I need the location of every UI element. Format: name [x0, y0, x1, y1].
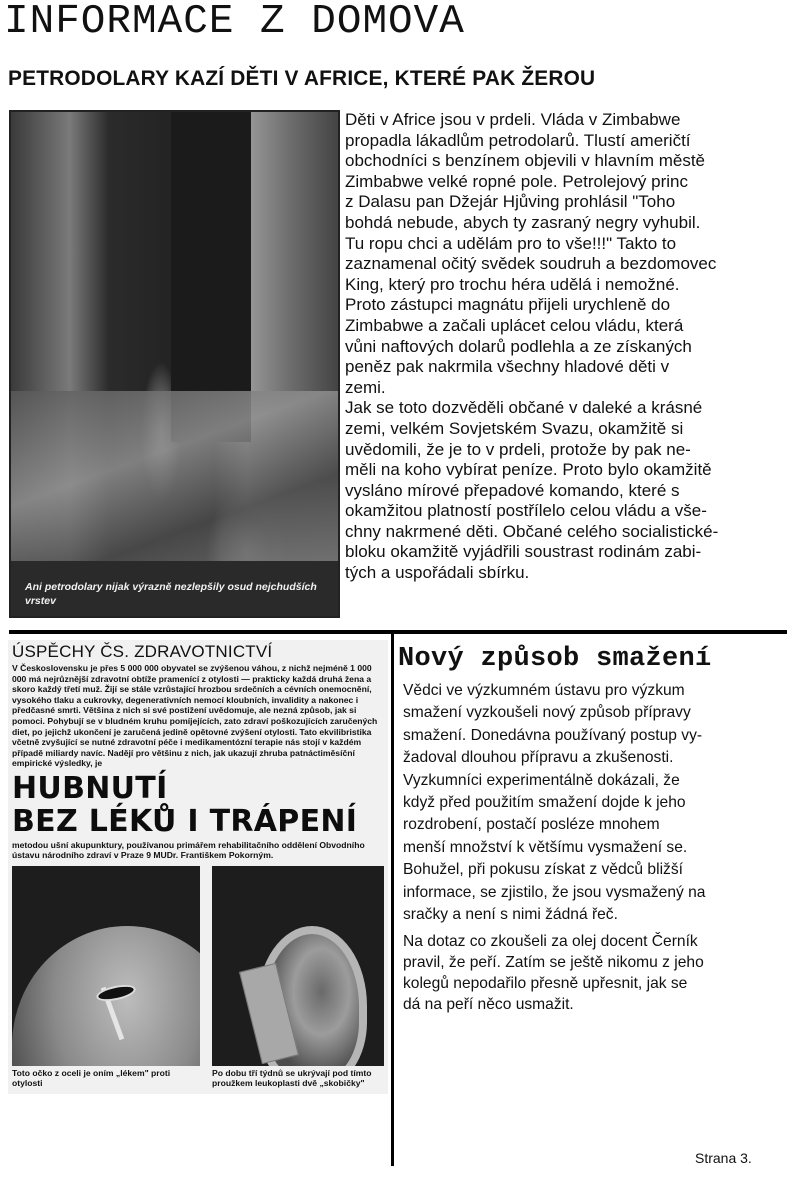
clipping-caption-left: Toto očko z oceli je oním „lékem" proti otylosti [12, 1067, 171, 1088]
horizontal-divider [9, 630, 787, 634]
newspaper-clipping [8, 640, 388, 1094]
clipping-big-line1: HUBNUTÍ [12, 770, 168, 806]
clipping-figure-left [12, 866, 200, 1088]
page-number: Strana 3. [695, 1150, 752, 1166]
photo-ground [11, 391, 338, 561]
article1-photo-caption: Ani petrodolary nijak výrazně nezlepšily osud nejchudších vrstev [25, 581, 317, 607]
clipping-photo-finger [12, 866, 200, 1066]
clipping-subtitle: metodou ušní akupunktury, používanou primářem rehabilitačního oddělení Obvodního ústavu národního zdraví v Praze 9 MUDr. Františkem Pokorným. [12, 839, 365, 861]
article2-paragraph: Vědci ve výzkumném ústavu pro výzkum smažení vyzkoušeli nový způsob přípravy smažení. Donedávna používaný postup vy- žadoval dlouhou přípravu a zkušenosti. Vyzkumníci experimentálně dokázali, že když před použitím smažení dojde k jeho rozdrobení, postačí posléze mnohem menší množství k většímu vysmažení se. Bohužel, při pokusu získat z vědců bližší informace, se zjistilo, že jsou vysmažený na sračky a není s nimi žádná řeč. [403, 682, 706, 924]
article2-paragraph: Na dotaz co zkoušeli za olej docent Černík pravil, že peří. Zatím se ještě nikomu z jeho kolegů nepodařilo přesně upřesnit, jak se dá na peří něco usmažit. [403, 933, 704, 1013]
clipping-photos [12, 866, 384, 1088]
clipping-title: ÚSPĚCHY ČS. ZDRAVOTNICTVÍ [12, 642, 273, 661]
clipping-big-headline [12, 772, 384, 838]
clipping-caption-right: Po dobu tří týdnů se ukrývají pod tímto proužkem leukoplasti dvě „skobičky" [212, 1067, 372, 1088]
masthead-title: INFORMACE Z DOMOVA [4, 0, 465, 45]
article2-body [403, 680, 785, 1022]
clipping-intro: V Československu je přes 5 000 000 obyvatel se zvýšenou váhou, z nichž nejméně 1 000 000 má nejrůznější zdravotní obtíže pramenící z otylosti — prakticky každá druhá žena a skoro každý třetí muž. Žijí se stále vzrůstající hrozbou srdečních a cévních onemocnění, vysokého tlaku a cukrovky, degenerativních nemocí kloubních, invalidity a nakonec i předčasné smrti. Většina z nich si své postižení uvědomuje, ale nezná způsob, jak si pomoci. Pohybují se v bludném kruhu pomíjejících, zato zdraví poškozujících zaručených diet, po jejichž ukončení je zaručená jedině opětovné zvýšení otylosti. Tato ekvilibristika včetně zvyšující se nutné zdravotní péče i medikamentózní terapie nás stojí v každém případě miliardy navíc. Nadějí pro většinu z nich, jak ukazují zhruba patnáctiměsíční empirické výsledky, je [12, 663, 378, 769]
clipping-big-line2: BEZ LÉKŮ I TRÁPENÍ [12, 803, 358, 839]
vertical-divider [391, 634, 394, 1166]
clipping-photo-ear [212, 866, 384, 1066]
clipping-figure-right [212, 866, 384, 1088]
article1-body: Děti v Africe jsou v prdeli. Vláda v Zimbabwe propadla lákadlům petrodolarů. Tlustí američtí obchodníci s benzínem objevili v hlavním městě Zimbabwe velké ropné pole. Petrolejový princ z Dalasu pan Džejár Hjůving prohlásil "Toho bohdá nebude, abych ty zasraný negry vyhubil. Tu ropu chci a udělám pro to vše!!!" Takto to zaznamenal očitý svědek soudruh a bezdomovec King, který pro trochu héra udělá i nemožné. Proto zástupci magnátu přijeli urychleně do Zimbabwe a začali uplácet celou vládu, která vůni naftových dolarů podlehla a ze získaných peněz pak nakrmila všechny hladové děti v zemi. Jak se toto dozvěděli občané v daleké a krásné zemi, velkém Sovjetském Svazu, okamžitě si uvědomili, že je to v prdeli, protože by pak ne- měli na koho vybírat peníze. Proto bylo okamžitě vysláno mírové přepadové komando, které s okamžitou platností postřílelo celou vládu a vše- chny nakrmené děti. Občané celého socialistické- bloku okamžitě vyjádřili soustrast rodinám zabi- tých a uspořádali sbírku. [345, 110, 719, 583]
article2-title: Nový způsob smažení [398, 644, 712, 674]
article1-headline: PETRODOLARY KAZÍ DĚTI V AFRICE, KTERÉ PAK ŽEROU [8, 66, 596, 90]
article1-photo [9, 110, 340, 618]
